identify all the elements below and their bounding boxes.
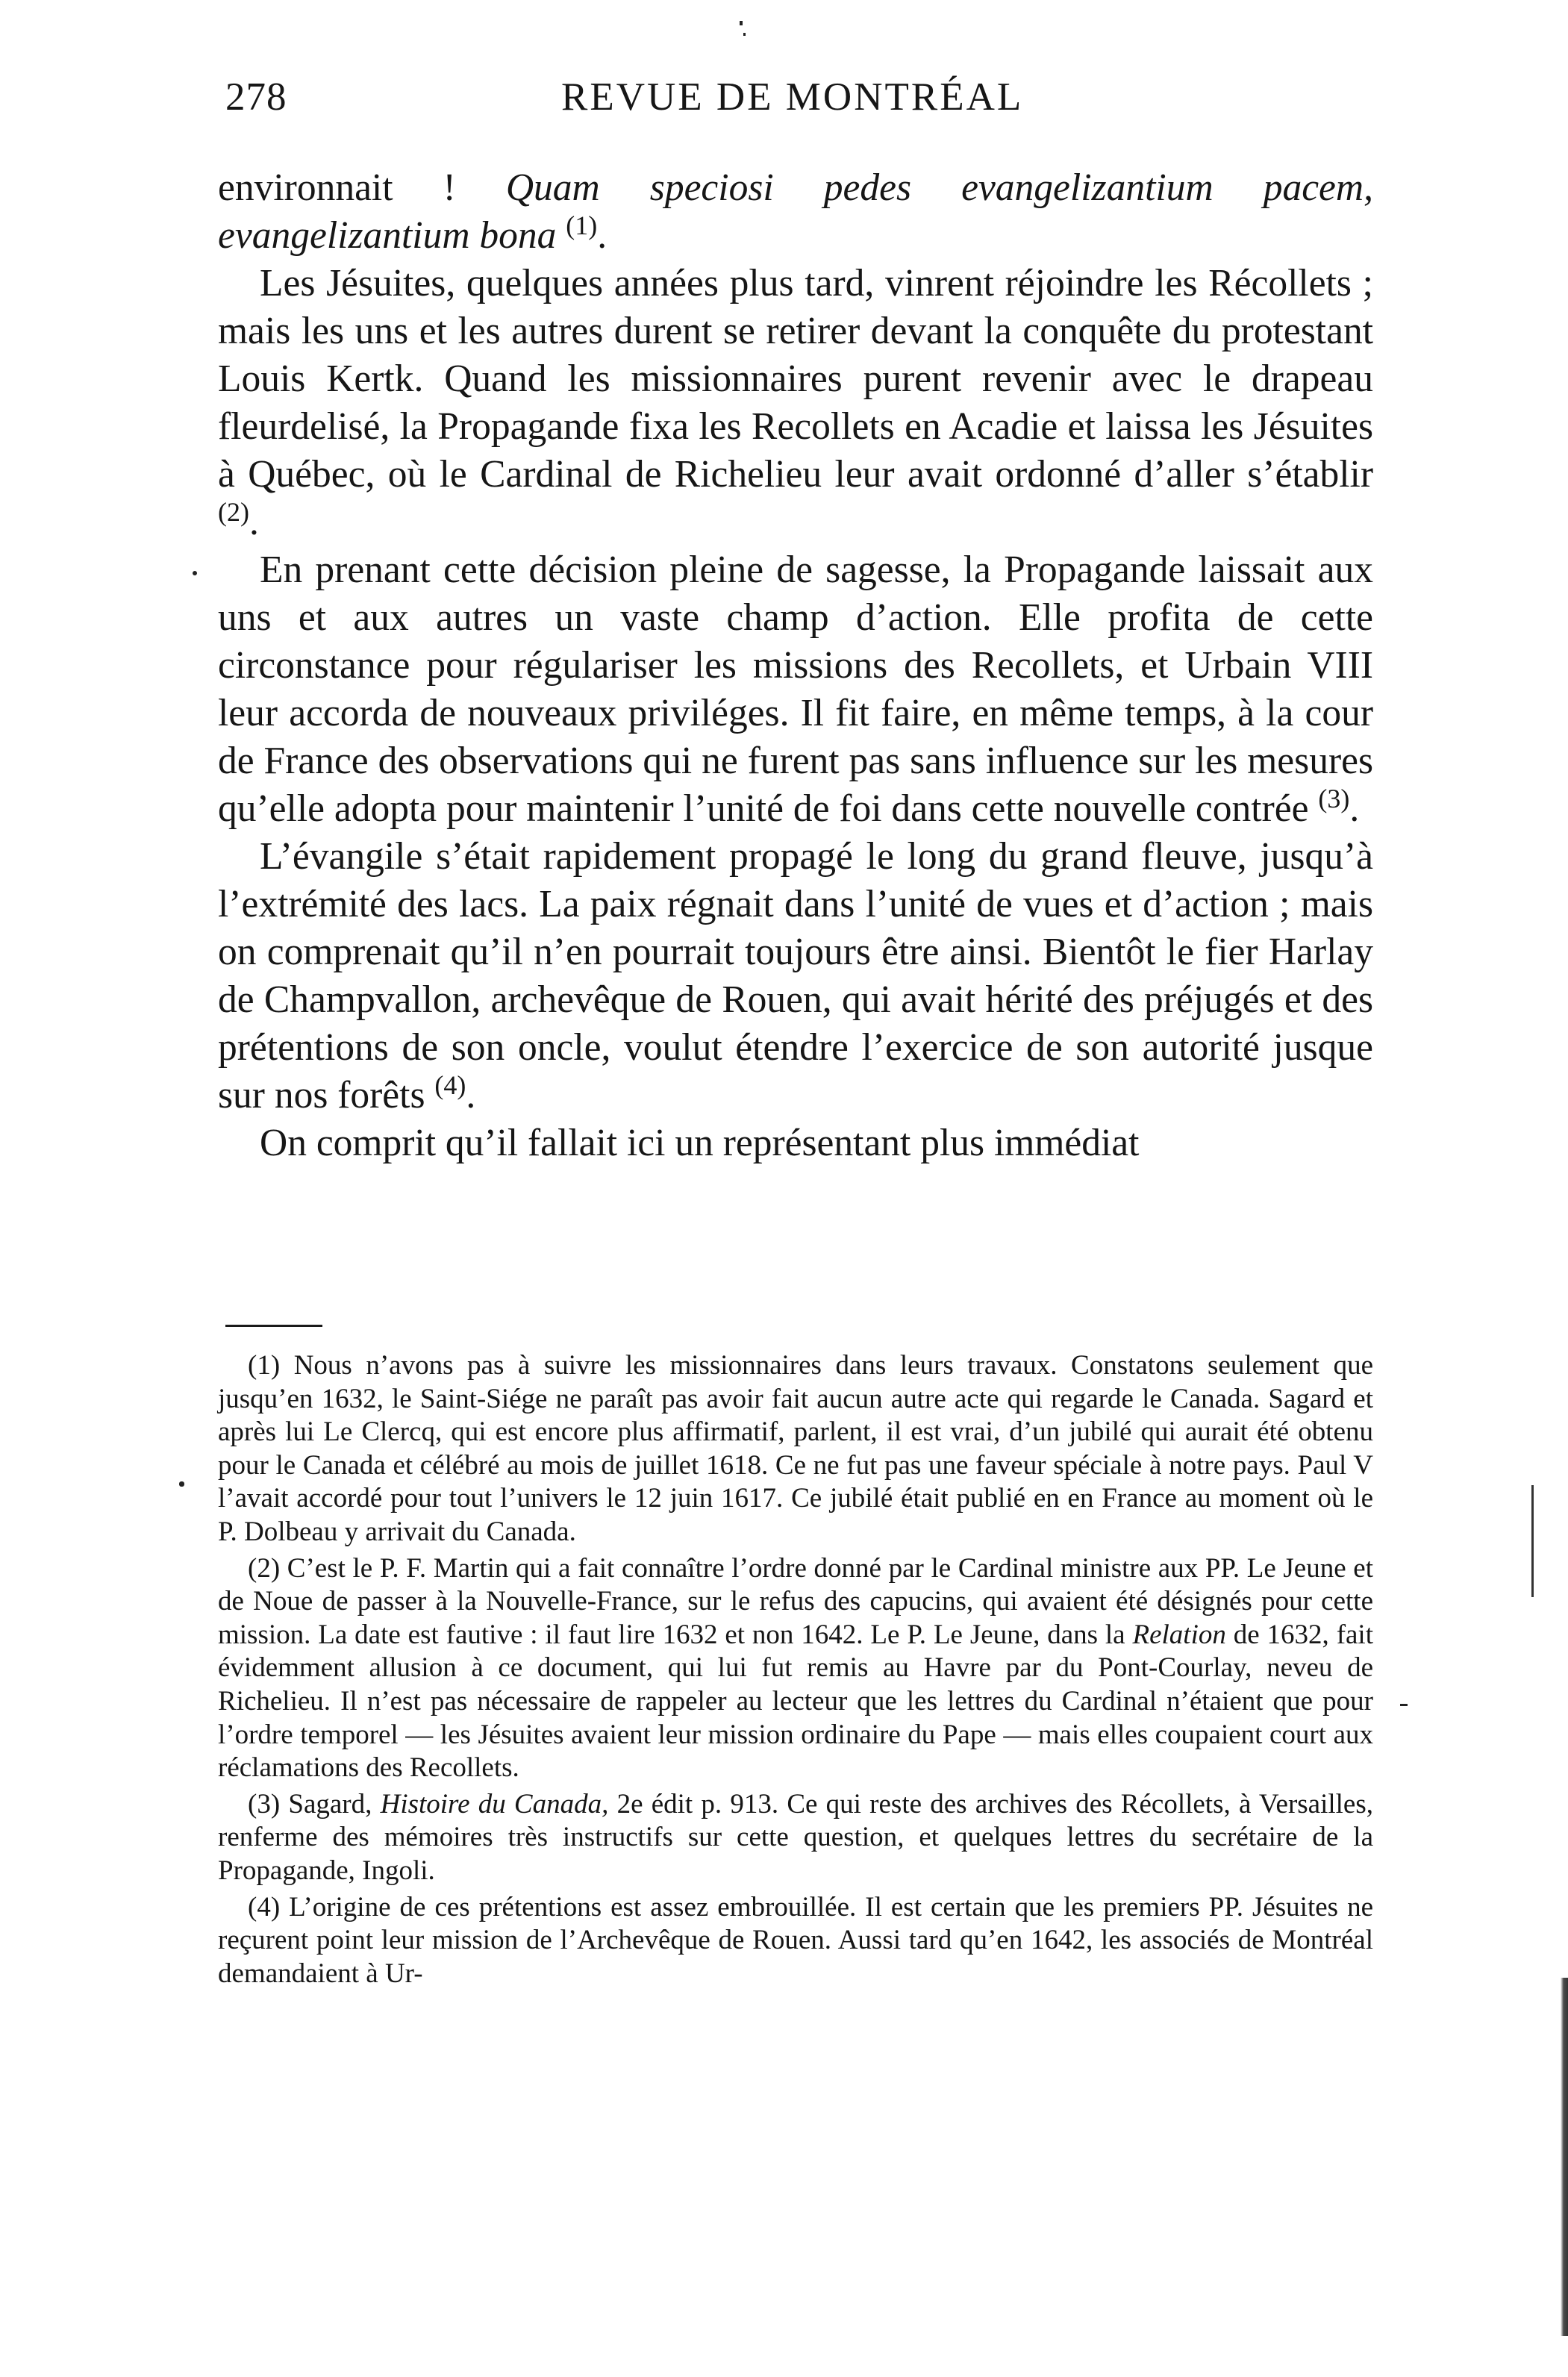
scan-speck [743,33,746,36]
cited-title: Relation [1132,1619,1226,1650]
footnote-marker: (4) [248,1891,281,1922]
paragraph-5: On comprit qu’il fallait ici un représentant plus immédiat [260,1122,1140,1164]
page-binding-edge [1561,1978,1568,2336]
footnote-2: (2) C’est le P. F. Martin qui a fait connaître l’ordre donné par le Cardinal ministre aux PP. Le Jeune et de Noue de passer à la Nouvelle-France, sur le refus des capucins, qui avaient été désignés pour cette mission. La date est fautive : il faut lire 1632 et non 1642. Le P. Le Jeune, dans la Relation de 1632, fait évidemment allusion à ce document, qui lui fut remis au Havre par du Pont-Courlay, neveu de Richelieu. Il n’est pas nécessaire de rappeler au lecteur que les lettres du Cardinal n’étaient que pour l’ordre temporel — les Jésuites avaient leur mission ordinaire du Pape — mais elles coupaient court aux réclamations des Recollets. [218,1552,1373,1784]
margin-dash [1400,1704,1408,1706]
latin-quotation: Quam speciosi pedes evangelizantium pacem, evangelizantium bona [218,166,1373,257]
page-edge-line [1531,1485,1534,1597]
margin-dot [179,1481,184,1487]
footnote-separator-rule [225,1325,322,1327]
footnote-3: (3) Sagard, Histoire du Canada, 2e édit p. 913. Ce qui reste des archives des Récollets, à Versailles, renferme des mémoires très instructifs sur cette question, et quelques lettres du secrétaire de la Propagande, Ingoli. [218,1788,1374,1886]
footnote-marker: (3) [248,1788,281,1820]
paragraph-2: Les Jésuites, quelques années plus tard, vinrent réjoindre les Récollets ; mais les uns et les autres durent se retirer devant la conquête du protestant Louis Kertk. Quand les missionnaires purent revenir avec le drapeau fleurdelisé, la Propagande fixa les Recollets en Acadie et laissa les Jésuites à Québec, où le Cardinal de Richelieu leur avait ordonné d’aller s’établir $^{(2)}$. [218,262,1373,543]
footnote-reference-4: (4) [434,1069,466,1100]
footnote-1: (1) Nous n’avons pas à suivre les missionnaires dans leurs travaux. Constatons seulement que jusqu’en 1632, le Saint-Siége ne paraît pas avoir fait aucun autre acte qui regarde le Canada. Sagard et après lui Le Clercq, qui est encore plus affirmatif, parlent, il est vrai, d’un jubilé qui aurait été obtenu pour le Canada et célébré au mois de juillet 1618. Ce ne fut pas une faveur spéciale à notre pays. Paul V l’avait accordé pour tout l’univers le 12 juin 1617. Ce jubilé était publié en en France au moment où le P. Dolbeau y arrivait du Canada. [218,1350,1373,1547]
cited-title: Histoire du Canada, [380,1788,609,1820]
footnote-reference-2: (2) [218,496,249,527]
margin-dot [193,571,197,575]
footnote-marker: (1) [248,1350,281,1381]
page-header [218,75,1382,127]
running-title: REVUE DE MONTRÉAL [561,75,1024,119]
footnote-reference-1: (1) [566,210,598,240]
paragraph-3: En prenant cette décision pleine de sagesse, la Propagande laissait aux uns et aux autres un vaste champ d’action. Elle profita de cette circonstance pour régulariser les missions des Recollets, et Urbain VIII leur accorda de nouveaux priviléges. Il fit faire, en même temps, à la cour de France des observations qui ne furent pas sans influence sur les mesures qu’elle adopta pour maintenir l’unité de foi dans cette nouvelle contrée $^{(3)}$. [218,549,1373,830]
paragraph-1: environnait ! Quam speciosi pedes evangelizantium pacem, evangelizantium bona $^{(1)}$. [218,166,1373,257]
footnotes [218,1349,1373,1990]
paragraph-4: L’évangile s’était rapidement propagé le long du grand fleuve, jusqu’à l’extrémité des lacs. La paix régnait dans l’unité de vues et d’action ; mais on comprenait qu’il n’en pourrait toujours être ainsi. Bientôt le fier Harlay de Champvallon, archevêque de Rouen, qui avait hérité des préjugés et des prétentions de son oncle, voulut étendre l’exercice de son autorité jusque sur nos forêts $^{(4)}$. [218,835,1373,1116]
footnote-reference-3: (3) [1318,783,1350,813]
footnote-marker: (2) [248,1552,281,1584]
page-number: 278 [225,75,287,119]
main-text [218,164,1373,1167]
scan-speck [740,21,743,25]
footnote-4: (4) L’origine de ces prétentions est assez embrouillée. Il est certain que les premiers PP. Jésuites ne reçurent point leur mission de l’Archevêque de Rouen. Aussi tard qu’en 1642, les associés de Montréal demandaient à Ur- [218,1891,1373,1989]
